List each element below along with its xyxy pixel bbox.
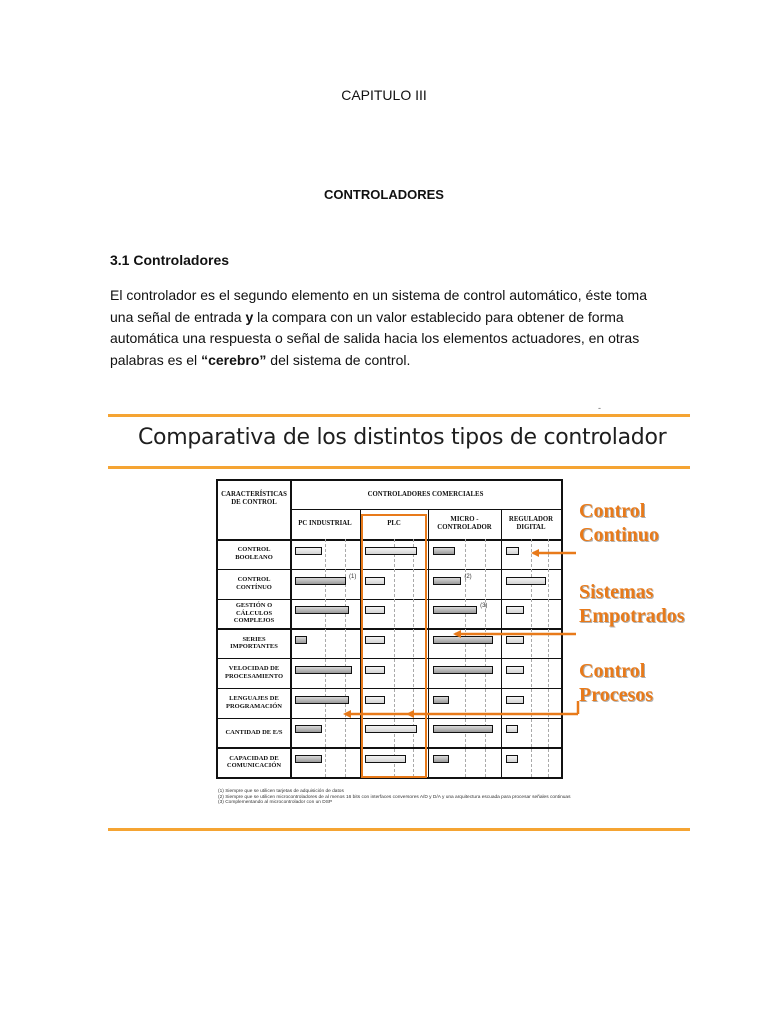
footnote-marker: (1) [349, 573, 357, 580]
label-line: Sistemas [579, 581, 654, 603]
header-commercial-controllers: CONTROLADORES COMERCIALES [367, 491, 484, 498]
section-heading: 3.1 Controladores [110, 252, 230, 268]
row-label: VELOCIDAD DE PROCESAMIENTO [224, 665, 284, 680]
footnote-line: (3) Complementando al microcontrolador con un DSP [218, 800, 333, 805]
row-label: CONTROL CONTÍNUO [236, 576, 272, 591]
label-line: Empotrados [579, 605, 685, 627]
paragraph-text-1: El controlador es el segundo elemento en un sistema de control automático, éste toma una señal de entrada [110, 287, 647, 325]
header-characteristics: CARACTERÍSTICAS DE CONTROL [221, 491, 287, 506]
label-line: Continuo [579, 524, 660, 546]
figure-tick-mark: - [598, 403, 601, 413]
document-title: CONTROLADORES [324, 187, 444, 202]
footnote-line: (2) Siempre que se utilicen microcontroladores de al menos 16 bits con interfaces conversores A/D y D/A y una arquitectura escuada para procesar señales continuas [218, 794, 571, 800]
footnote-marker: (2) [464, 573, 472, 580]
column-header: MICRO - CONTROLADOR [437, 516, 492, 531]
chapter-heading: CAPITULO III [341, 87, 427, 103]
footnote-line: (1) Siempre que se utilicen tarjetas de adquisición de datos [218, 789, 344, 794]
paragraph-text-2: la compara con un valor establecido para obtener de forma automática una respuesta o señal de salida hacia los elementos actuadores, en otras palabras es el [110, 308, 640, 368]
column-header: REGULADOR DIGITAL [508, 516, 554, 531]
label-line: Control [579, 500, 646, 522]
paragraph-bold-2: “cerebro” [201, 351, 267, 368]
row-label: CONTROL BOOLEANO [235, 546, 273, 561]
paragraph-text-3: del sistema de control. [266, 351, 411, 368]
figure-title: Comparativa de los distintos tipos de controlador [138, 425, 667, 450]
row-label: CANTIDAD DE E/S [225, 728, 283, 736]
column-header: PC INDUSTRIAL [298, 520, 352, 527]
footnote-marker: (3) [480, 603, 488, 610]
row-label: CAPACIDAD DE COMUNICACIÓN [226, 754, 282, 770]
column-header: PLC [387, 520, 401, 527]
row-label: SERIES IMPORTANTES [230, 635, 278, 651]
paragraph-bold-1: y [245, 308, 254, 325]
label-line: Procesos [579, 684, 654, 706]
label-line: Control [579, 660, 646, 682]
row-label: GESTIÓN O CÁLCULOS COMPLEJOS [233, 602, 275, 625]
row-label: LENGUAJES DE PROGRAMACIÓN [226, 695, 282, 710]
